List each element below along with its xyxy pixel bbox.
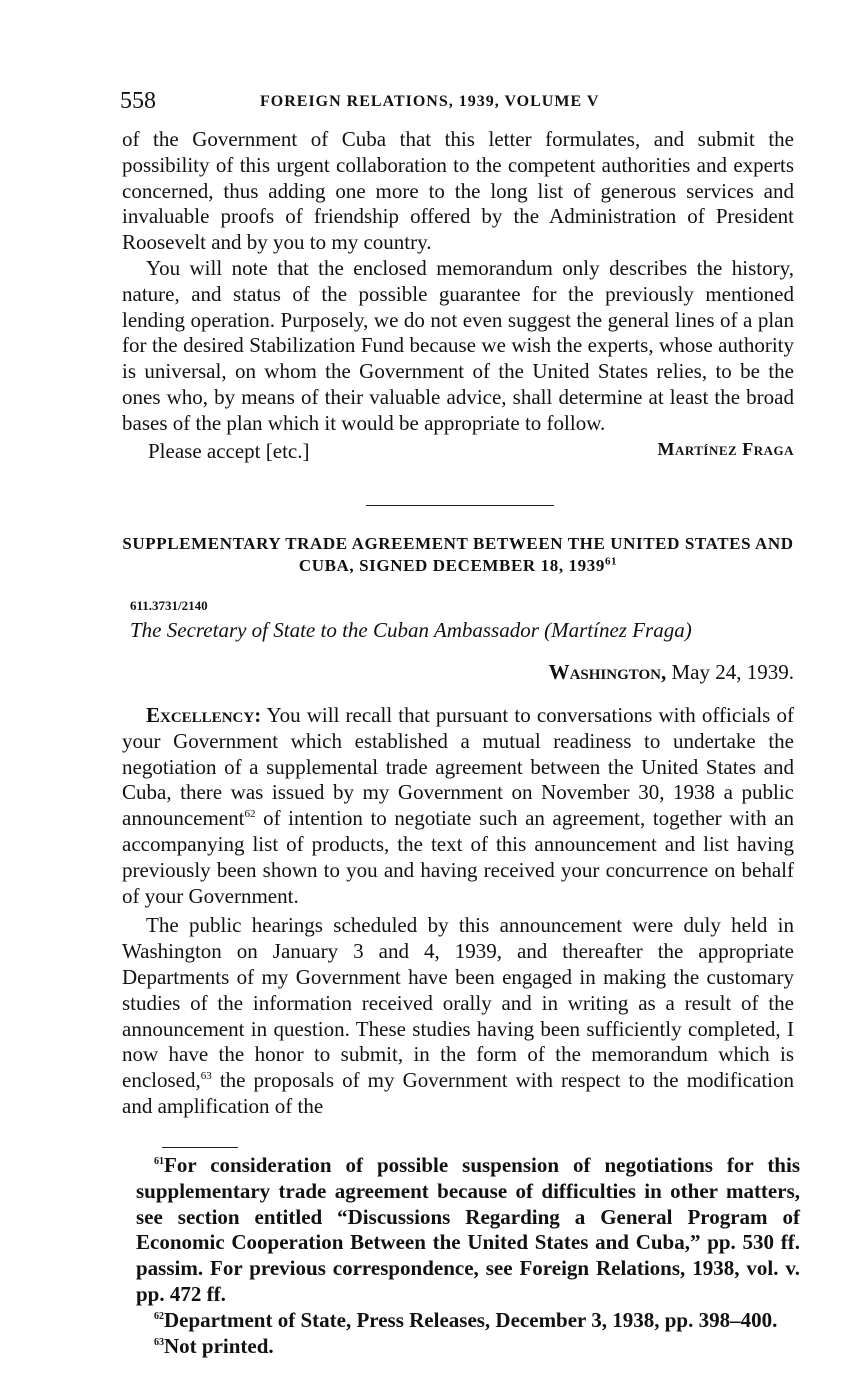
page-number: 558 bbox=[120, 88, 156, 114]
footnote-mark: 62 bbox=[154, 1310, 164, 1322]
paragraph-2-part-a: The public hearings scheduled by this announcement were duly held in Washington on January 3 and 4, 1939, and thereafter the appropriate Departments of my Government have been engaged in making the customary studies of the information received orally and in writing as a result of the announcement in question. These studies having been sufficiently completed, I now have the honor to submit, in the form of the memorandum which is enclosed, bbox=[122, 913, 794, 1093]
letter-conclusion bbox=[122, 127, 794, 465]
footnote-text: For consideration of possible suspension of negotiations for this supplementary trade agreement because of difficulties in other matters, see section entitled “Discussions Regarding a General Program of Economic Cooperation Between the United States and Cuba,” pp. 530 ff. passim. For previous correspondence, see Foreign Relations, 1938, vol. v. pp. 472 ff. bbox=[136, 1153, 800, 1306]
section-title-footnote-ref: 61 bbox=[604, 555, 618, 568]
letter-paragraph-2: You will note that the enclosed memorandum only describes the history, nature, and status of the possible guarantee for the previously mentioned lending operation. Purposely, we do not even suggest the general lines of a plan for the desired Stabilization Fund because we wish the experts, whose authority is universal, on whom the Government of the United States relies, to be the ones who, by means of their valuable advice, shall determine at least the broad bases of the plan which it would be appropriate to follow. bbox=[122, 255, 794, 435]
paragraph-1-part-a: You will recall that pursuant to conversations with officials of your Government which established a mutual readiness to undertake the negotiation of a supplemental trade agreement between the United States and Cuba, there was issued by my Government on November 30, 1938 a public announcement bbox=[122, 703, 794, 831]
document-paragraph-2 bbox=[122, 913, 794, 1119]
letter-closing bbox=[122, 437, 794, 465]
dateline-place: Washington, bbox=[548, 660, 667, 684]
letter-paragraph-1: of the Government of Cuba that this letter formulates, and submit the possibility of this urgent collaboration to the competent authorities and experts concerned, thus adding one more to the long list of generous services and invaluable proofs of friendship offered by the Administration of President Roosevelt and by you to my country. bbox=[122, 127, 794, 255]
section-title bbox=[122, 533, 794, 577]
footnote-61 bbox=[136, 1153, 800, 1308]
document-paragraph-1 bbox=[122, 703, 794, 909]
document-title: The Secretary of State to the Cuban Ambassador (Martínez Fraga) bbox=[130, 618, 692, 642]
file-number: 611.3731/2140 bbox=[130, 598, 208, 613]
paragraph-2-part-b: the proposals of my Government with respect to the modification and amplification of the bbox=[122, 1068, 794, 1118]
footnote-divider bbox=[162, 1147, 238, 1148]
footnote-text: Department of State, Press Releases, December 3, 1938, pp. 398–400. bbox=[164, 1307, 778, 1332]
footnote-ref-62: 62 bbox=[244, 808, 256, 821]
section-divider bbox=[366, 505, 554, 506]
footnote-text: Not printed. bbox=[164, 1333, 274, 1358]
signature: Martínez Fraga bbox=[657, 438, 794, 459]
footnote-mark: 61 bbox=[154, 1156, 164, 1167]
running-head: FOREIGN RELATIONS, 1939, VOLUME V bbox=[260, 93, 600, 110]
footnote-63 bbox=[136, 1334, 800, 1360]
section-title-text: SUPPLEMENTARY TRADE AGREEMENT BETWEEN THE UNITED STATES AND CUBA, SIGNED DECEMBER 18, 1939 bbox=[122, 534, 794, 575]
document-body bbox=[122, 703, 794, 1120]
salutation: Excellency: bbox=[146, 703, 262, 727]
paragraph-1-part-b: of intention to negotiate such an agreement, together with an accompanying list of products, the text of this announcement and list having previously been shown to you and having received your concurrence on behalf of your Government. bbox=[122, 806, 795, 908]
dateline bbox=[549, 660, 794, 685]
dateline-date: May 24, 1939. bbox=[671, 660, 794, 684]
footnote-mark: 63 bbox=[154, 1336, 164, 1348]
closing-phrase: Please accept [etc.] bbox=[148, 438, 310, 463]
footnote-62 bbox=[136, 1308, 800, 1334]
footnote-ref-63: 63 bbox=[200, 1070, 212, 1083]
page-header bbox=[120, 88, 792, 118]
footnotes bbox=[136, 1153, 800, 1359]
